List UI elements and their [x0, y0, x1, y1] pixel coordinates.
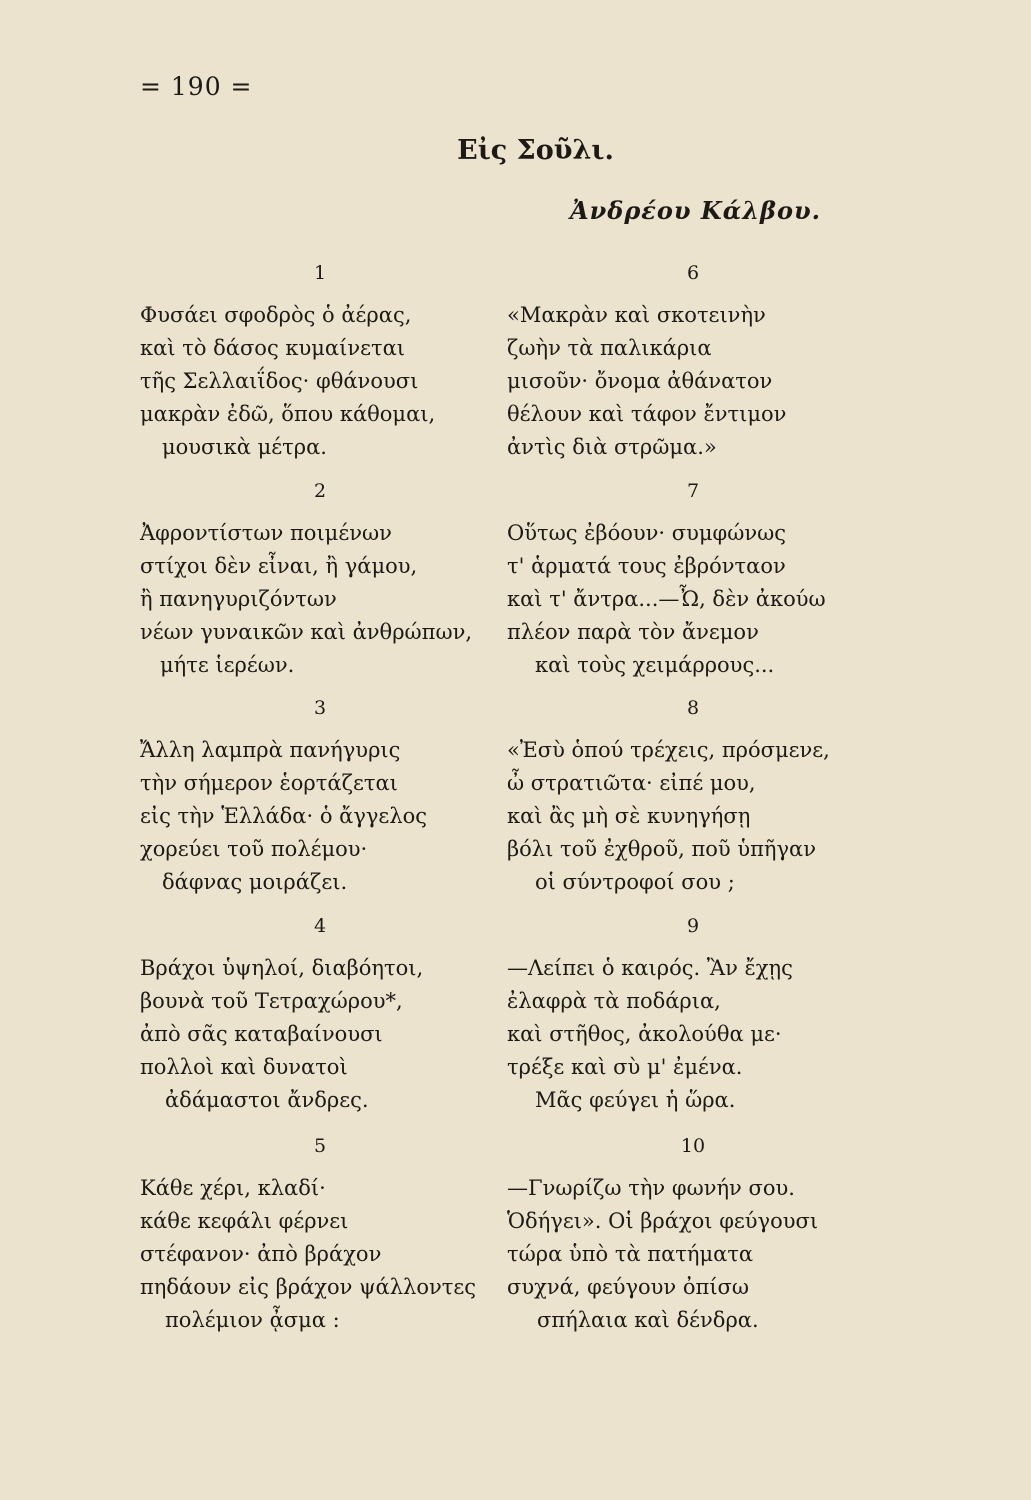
verse-line: μισοῦν· ὄνομα ἀθάνατον [507, 369, 773, 393]
verse-line: πολέμιον ᾆσμα : [165, 1308, 340, 1332]
verse-line: βόλι τοῦ ἐχθροῦ, ποῦ ὑπῆγαν [507, 837, 816, 861]
verse-line: συχνά, φεύγουν ὀπίσω [507, 1275, 750, 1299]
verse-line: πλέον παρὰ τὸν ἄνεμον [507, 620, 759, 644]
stanza-number: 1 [313, 262, 327, 284]
stanza-number: 5 [313, 1135, 327, 1157]
verse-line: τώρα ὑπὸ τὰ πατήματα [507, 1242, 754, 1266]
verse-line: βουνὰ τοῦ Τετραχώρου*, [140, 989, 403, 1013]
poem-title: Εἰς Σοῦλι. [457, 135, 614, 166]
verse-line: τ' ἁρματά τους ἐβρόνταον [507, 554, 786, 578]
stanza-number: 2 [313, 480, 327, 502]
verse-line: τῆς Σελλαιΐδος· φθάνουσι [140, 369, 419, 393]
stanza-number: 7 [686, 480, 700, 502]
verse-line: —Γνωρίζω τὴν φωνήν σου. [507, 1176, 795, 1200]
poem-author: Ἀνδρέου Κάλβου. [570, 196, 821, 225]
verse-line: καὶ τὸ δάσος κυμαίνεται [140, 336, 406, 360]
verse-line: νέων γυναικῶν καὶ ἀνθρώπων, [140, 620, 473, 644]
verse-line: καὶ τοὺς χειμάρρους... [535, 653, 775, 677]
verse-line: καὶ στῆθος, ἀκολούθα με· [507, 1022, 782, 1046]
verse-line: εἰς τὴν Ἑλλάδα· ὁ ἄγγελος [140, 804, 428, 828]
verse-line: μουσικὰ μέτρα. [162, 435, 327, 459]
verse-line: σπήλαια καὶ δένδρα. [537, 1308, 759, 1332]
verse-line: πολλοὶ καὶ δυνατοὶ [140, 1055, 348, 1079]
verse-line: ἀπὸ σᾶς καταβαίνουσι [140, 1022, 383, 1046]
page-number: = 190 = [140, 72, 253, 101]
verse-line: Φυσάει σφοδρὸς ὁ ἀέρας, [140, 303, 412, 327]
stanza-number: 6 [686, 262, 700, 284]
verse-line: καὶ τ' ἄντρα...—Ὦ, δὲν ἀκούω [507, 587, 826, 611]
verse-line: δάφνας μοιράζει. [162, 870, 348, 894]
stanza-number: 10 [680, 1135, 706, 1157]
verse-line: τρέξε καὶ σὺ μ' ἐμένα. [507, 1055, 743, 1079]
verse-line: —Λείπει ὁ καιρός. Ἂν ἔχῃς [507, 956, 793, 980]
verse-line: «Ἐσὺ ὁπού τρέχεις, πρόσμενε, [507, 738, 830, 762]
stanza-number: 8 [686, 697, 700, 719]
verse-line: ἀντὶς διὰ στρῶμα.» [507, 435, 717, 459]
verse-line: οἱ σύντροφοί σου ; [535, 870, 735, 894]
verse-line: ὦ στρατιῶτα· εἰπέ μου, [507, 771, 756, 795]
stanza-number: 3 [313, 697, 327, 719]
verse-line: μήτε ἱερέων. [160, 653, 295, 677]
verse-line: ἐλαφρὰ τὰ ποδάρια, [507, 989, 721, 1013]
verse-line: καὶ ἂς μὴ σὲ κυνηγήσῃ [507, 804, 751, 828]
verse-line: Ὁδήγει». Οἱ βράχοι φεύγουσι [507, 1209, 819, 1233]
verse-line: χορεύει τοῦ πολέμου· [140, 837, 368, 861]
verse-line: ἢ πανηγυριζόντων [140, 587, 337, 611]
verse-line: μακρὰν ἐδῶ, ὅπου κάθομαι, [140, 402, 436, 426]
verse-line: κάθε κεφάλι φέρνει [140, 1209, 349, 1233]
verse-line: ζωὴν τὰ παλικάρια [507, 336, 712, 360]
verse-line: ἀδάμαστοι ἄνδρες. [165, 1088, 369, 1112]
verse-line: τὴν σήμερον ἑορτάζεται [140, 771, 398, 795]
verse-line: «Μακρὰν καὶ σκοτεινὴν [507, 303, 766, 327]
stanza-number: 4 [313, 915, 327, 937]
verse-line: Ἀφροντίστων ποιμένων [140, 521, 392, 545]
verse-line: Οὕτως ἐβόουν· συμφώνως [507, 521, 786, 545]
verse-line: Ἄλλη λαμπρὰ πανήγυρις [140, 738, 401, 762]
verse-line: Κάθε χέρι, κλαδί· [140, 1176, 326, 1200]
verse-line: Μᾶς φεύγει ἡ ὥρα. [535, 1088, 736, 1112]
stanza-number: 9 [686, 915, 700, 937]
verse-line: πηδάουν εἰς βράχον ψάλλοντες [140, 1275, 477, 1299]
verse-line: θέλουν καὶ τάφον ἔντιμον [507, 402, 787, 426]
verse-line: στίχοι δὲν εἶναι, ἢ γάμου, [140, 554, 418, 578]
verse-line: στέφανον· ἀπὸ βράχον [140, 1242, 382, 1266]
verse-line: Βράχοι ὑψηλοί, διαβόητοι, [140, 956, 424, 980]
